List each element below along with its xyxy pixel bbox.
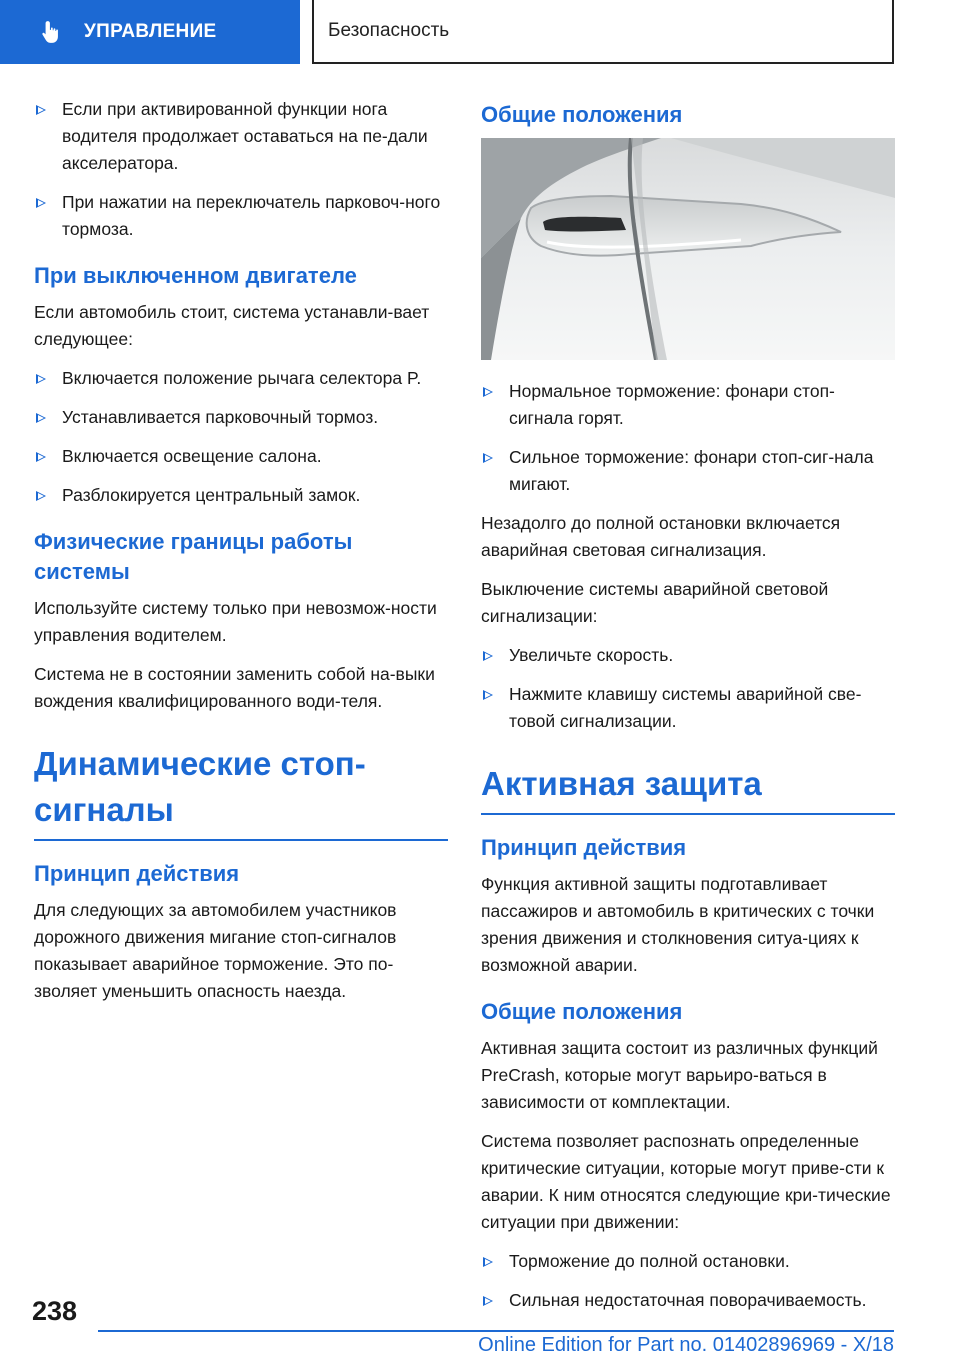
list-item (34, 365, 448, 392)
list-item (481, 378, 895, 432)
list-item-text: Если при активированной функции нога водителя продолжает оставаться на пе-дали акселератора. (62, 99, 428, 173)
list-item (481, 1248, 895, 1275)
list-item-text: Сильное торможение: фонари стоп-сиг-нала мигают. (509, 447, 874, 494)
list-item-text: Включается освещение салона. (62, 446, 322, 466)
list-item-text: Разблокируется центральный замок. (62, 485, 361, 505)
engine-off-bullet-list (34, 365, 448, 509)
ap-general-heading: Общие положения (481, 999, 683, 1024)
list-item (34, 482, 448, 509)
section-active-label: УПРАВЛЕНИЕ (84, 21, 217, 42)
general-bullet-list (481, 378, 895, 498)
footer-divider (98, 1330, 894, 1332)
list-item (34, 404, 448, 431)
ap-general-text-1: Активная защита состоит из различных функций PreCrash, которые могут варьиро-ваться в зависимости от комплектации. (481, 1038, 878, 1112)
list-item-text: Нормальное торможение: фонари стоп-сигнала горят. (509, 381, 835, 428)
left-column (34, 96, 448, 1017)
hazard-bullet-list (481, 642, 895, 735)
triangle-bullet-icon (483, 690, 493, 700)
list-item-text: При нажатии на переключатель парковоч-ного тормоза. (62, 192, 441, 239)
engine-off-heading: При выключенном двигателе (34, 263, 357, 288)
ap-bullet-list (481, 1248, 895, 1314)
triangle-bullet-icon (483, 387, 493, 397)
edition-link[interactable]: Online Edition for Part no. 01402896969 - X/18 (478, 1334, 894, 1356)
limits-heading: Физические границы работы системы (34, 529, 353, 584)
list-item (481, 681, 895, 735)
triangle-bullet-icon (483, 453, 493, 463)
ap-general-text-2: Система позволяет распознать определенные критические ситуации, которые могут приве-сти к аварии. К ним относятся следующие кри-тические ситуации при движении: (481, 1131, 891, 1232)
section-current-label: Безопасность (328, 20, 450, 41)
general-text-2: Выключение системы аварийной световой сигнализации: (481, 579, 829, 626)
limits-text-2: Система не в состоянии заменить собой на-выки вождения квалифицированного води-теля. (34, 664, 435, 711)
principle-heading: Принцип действия (34, 861, 240, 886)
list-item (34, 443, 448, 470)
principle-text: Для следующих за автомобилем участников дорожного движения мигание стоп-сигналов показывает аварийное торможение. Это по-зволяет уменьшить опасность наезда. (34, 900, 397, 1001)
hand-pointer-icon (38, 19, 64, 45)
list-item-text: Нажмите клавишу системы аварийной све-товой сигнализации. (509, 684, 862, 731)
section-tab-controls[interactable] (0, 0, 300, 64)
general-text-1: Незадолго до полной остановки включается аварийная световая сигнализация. (481, 513, 841, 560)
limits-text-1: Используйте систему только при невозмож-ности управления водителем. (34, 598, 437, 645)
triangle-bullet-icon (483, 651, 493, 661)
list-item-text: Торможение до полной остановки. (509, 1251, 790, 1271)
list-item (481, 642, 895, 669)
triangle-bullet-icon (483, 1257, 493, 1267)
list-item (34, 189, 448, 243)
section-breadcrumb (312, 0, 894, 64)
tail-light-photo (481, 138, 895, 360)
list-item (481, 1287, 895, 1314)
ap-principle-heading: Принцип действия (481, 835, 687, 860)
list-item (481, 444, 895, 498)
list-item-text: Сильная недостаточная поворачиваемость. (509, 1290, 867, 1310)
engine-off-text: Если автомобиль стоит, система устанавли-вает следующее: (34, 302, 430, 349)
triangle-bullet-icon (36, 105, 46, 115)
triangle-bullet-icon (483, 1296, 493, 1306)
triangle-bullet-icon (36, 452, 46, 462)
general-heading: Общие положения (481, 102, 683, 127)
ap-principle-text: Функция активной защиты подготавливает пассажиров и автомобиль в критических с точки зрения движения и столкновения ситуа-циях к возможной аварии. (481, 874, 875, 975)
triangle-bullet-icon (36, 413, 46, 423)
page-number: 238 (32, 1296, 78, 1326)
page-header (0, 0, 960, 66)
triangle-bullet-icon (36, 198, 46, 208)
triangle-bullet-icon (36, 374, 46, 384)
intro-bullet-list (34, 96, 448, 243)
list-item-text: Включается положение рычага селектора P. (62, 368, 422, 388)
list-item (34, 96, 448, 177)
list-item-text: Устанавливается парковочный тормоз. (62, 407, 379, 427)
brake-lights-title: Динамические стоп-сигналы (34, 741, 448, 841)
right-column (481, 96, 895, 1326)
active-protection-title: Активная защита (481, 761, 895, 815)
triangle-bullet-icon (36, 491, 46, 501)
list-item-text: Увеличьте скорость. (509, 645, 674, 665)
